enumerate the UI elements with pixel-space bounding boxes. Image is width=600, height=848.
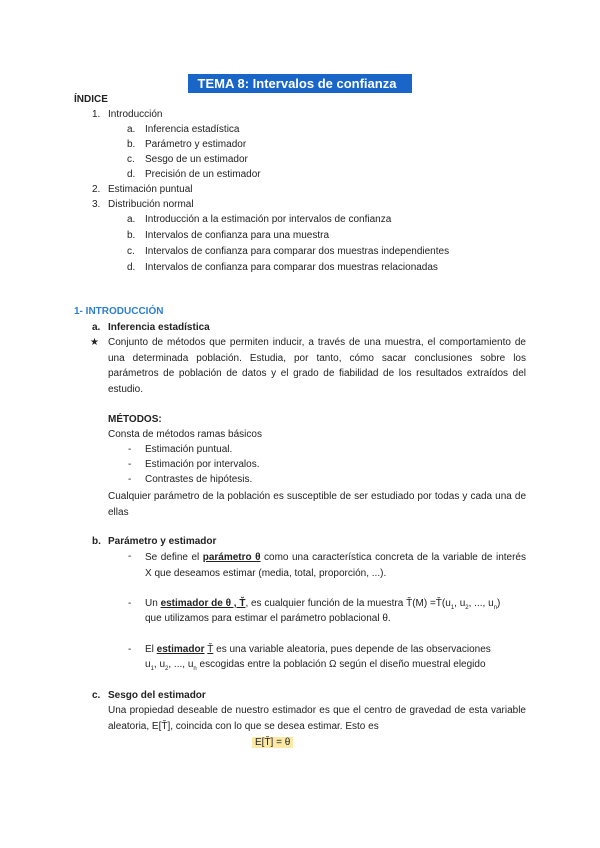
term-estimador-2: estimador bbox=[156, 644, 205, 655]
subsection-letter: a. bbox=[92, 322, 101, 333]
subsection-letter: c. bbox=[92, 690, 101, 701]
paragraph-inferencia: Conjunto de métodos que permiten inducir, a través de una muestra, el comportamiento de una determinada población. Estudia, por tanto, cómo sacar conclusiones sobre los parámetros de población de datos y el grado de fiabilidad de los resultados extraídos del estudio. bbox=[108, 337, 526, 395]
index-sub-item: Introducción a la estimación por intervalos de confianza bbox=[145, 214, 392, 225]
paragraph-parametro: Se define el parámetro θ como una característica concreta de la variable de interés X que deseamos estimar (media, total, proporción, ...). bbox=[145, 552, 526, 579]
paragraph-sesgo: Una propiedad deseable de nuestro estimador es que el centro de gravedad de esta variable aleatoria, E[Ť], coincida con lo que se desea estimar. Esto es bbox=[108, 705, 526, 732]
index-sub-item: Sesgo de un estimador bbox=[145, 154, 248, 165]
star-bullet-icon: ★ bbox=[90, 337, 99, 348]
index-sub-item: Intervalos de confianza para una muestra bbox=[145, 230, 329, 241]
index-num: 2. bbox=[92, 184, 101, 195]
term-estimador: estimador de θ , Ť bbox=[160, 598, 246, 609]
index-sub-letter: d. bbox=[127, 262, 136, 273]
index-num: 3. bbox=[92, 199, 101, 210]
dash-bullet: - bbox=[128, 459, 132, 470]
index-item-estimacion-puntual: Estimación puntual bbox=[108, 184, 193, 195]
paragraph-closing: Cualquier parámetro de la población es susceptible de ser estudiado por todas y cada una de ellas bbox=[108, 491, 526, 518]
index-sub-item: Parámetro y estimador bbox=[145, 139, 247, 150]
index-sub-letter: c. bbox=[127, 246, 135, 257]
subsection-title-inferencia: Inferencia estadística bbox=[108, 322, 210, 333]
dash-bullet: - bbox=[128, 474, 132, 485]
index-sub-letter: a. bbox=[127, 214, 136, 225]
dash-bullet: - bbox=[128, 444, 132, 455]
methods-intro: Consta de métodos ramas básicos bbox=[108, 429, 262, 440]
random-variable-line-1: El estimador Ť es una variable aleatoria, pues depende de las observaciones bbox=[145, 644, 491, 655]
subsection-title-parametro: Parámetro y estimador bbox=[108, 536, 217, 547]
dash-bullet: - bbox=[128, 598, 132, 609]
index-sub-letter: c. bbox=[127, 154, 135, 165]
index-sub-letter: d. bbox=[127, 169, 136, 180]
document-title: TEMA 8: Intervalos de confianza bbox=[188, 74, 413, 93]
index-item-introduccion: Introducción bbox=[108, 109, 163, 120]
index-sub-letter: b. bbox=[127, 139, 136, 150]
method-item: Estimación puntual. bbox=[145, 444, 233, 455]
estimator-line-1: Un estimador de θ , Ť, es cualquier función de la muestra Ť(M) $=Ť(u_1$, $u_2$, ..., $u_n$) bbox=[145, 598, 501, 611]
index-sub-item: Precisión de un estimador bbox=[145, 169, 261, 180]
dash-bullet: - bbox=[128, 551, 132, 562]
index-sub-item: Inferencia estadística bbox=[145, 124, 240, 135]
index-heading: ÍNDICE bbox=[74, 94, 108, 105]
index-sub-letter: a. bbox=[127, 124, 136, 135]
dash-bullet: - bbox=[128, 644, 132, 655]
formula-unbiased: E[Ť] = θ bbox=[252, 736, 293, 750]
term-parametro: parámetro θ bbox=[202, 552, 261, 563]
index-num: 1. bbox=[92, 109, 101, 120]
section-heading: 1- INTRODUCCIÓN bbox=[74, 306, 164, 317]
index-sub-item: Intervalos de confianza para comparar dos muestras independientes bbox=[145, 246, 450, 257]
methods-heading: MÉTODOS: bbox=[108, 414, 162, 425]
random-variable-line-2: $u_1$, $u_2$, ..., $u_n$ escogidas entre la población Ω según el diseño muestral elegido bbox=[145, 659, 486, 672]
subsection-letter: b. bbox=[92, 536, 101, 547]
subsection-title-sesgo: Sesgo del estimador bbox=[108, 690, 206, 701]
method-item: Contrastes de hipótesis. bbox=[145, 474, 253, 485]
index-item-distribucion-normal: Distribución normal bbox=[108, 199, 194, 210]
method-item: Estimación por intervalos. bbox=[145, 459, 260, 470]
estimator-line-2: que utilizamos para estimar el parámetro poblacional θ. bbox=[145, 613, 391, 624]
index-sub-letter: b. bbox=[127, 230, 136, 241]
index-sub-item: Intervalos de confianza para comparar dos muestras relacionadas bbox=[145, 262, 438, 273]
